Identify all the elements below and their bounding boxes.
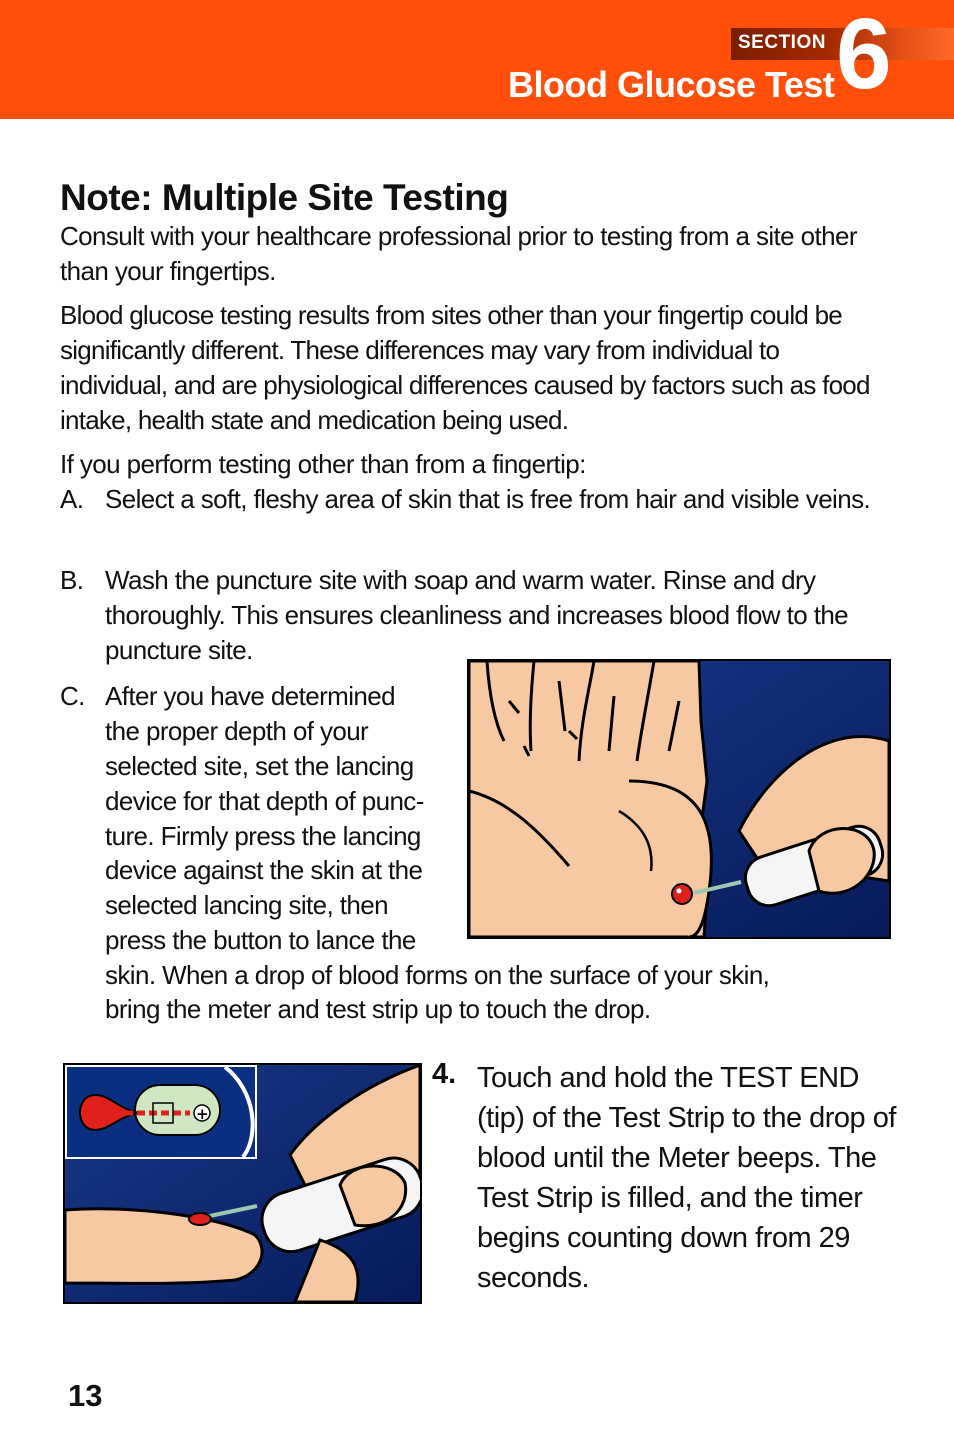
variation-paragraph: Blood glucose testing results from sites other than your fingertip could be significantly different. These differences may vary from individual to individual, and are physiological differences caused by factors such as food intake, health state and medication being used. — [60, 300, 870, 435]
palm-lancing-illustration — [467, 659, 891, 939]
list-item-line: selected lancing site, then — [105, 890, 388, 920]
note-heading: Note: Multiple Site Testing — [60, 177, 509, 218]
list-item-a — [60, 482, 890, 517]
step-text: Touch and hold the TEST END (tip) of the Test Strip to the drop of blood until the Meter beeps. The Test Strip is filled, and the timer begins counting down from 29 seconds. — [477, 1062, 896, 1294]
finger-test-strip-illustration — [63, 1063, 422, 1304]
list-item-text: Wash the puncture site with soap and warm water. Rinse and dry thoroughly. This ensures cleanliness and increases blood flow to the puncture site. — [105, 565, 849, 665]
list-item-line: ture. Firmly press the lancing — [105, 821, 421, 851]
list-marker: B. — [60, 565, 84, 595]
list-marker: C. — [60, 681, 85, 711]
step-number: 4. — [432, 1058, 457, 1090]
lead-in-text: If you perform testing other than from a fingertip: — [60, 449, 586, 479]
list-item-line: the proper depth of your — [105, 716, 369, 746]
section-label: SECTION — [738, 32, 826, 53]
list-item-line: bring the meter and test strip up to touch the drop. — [105, 994, 651, 1024]
finger-test-strip-svg — [65, 1065, 420, 1302]
page-title: Blood Glucose Test — [508, 64, 835, 105]
list-item-line: press the button to lance the — [105, 925, 416, 955]
list-item-line: device against the skin at the — [105, 855, 423, 885]
list-item-line: device for that depth of punc- — [105, 786, 424, 816]
section-number: 6 — [836, 0, 892, 110]
svg-text:+: + — [196, 1105, 209, 1123]
list-item-text: Select a soft, fleshy area of skin that is free from hair and visible veins. — [105, 484, 871, 514]
list-marker: A. — [60, 484, 84, 514]
list-item-line: skin. When a drop of blood forms on the surface of your skin, — [105, 960, 770, 990]
page-number: 13 — [68, 1378, 103, 1413]
intro-paragraph: Consult with your healthcare professional prior to testing from a site other than your fingertips. — [60, 221, 857, 286]
palm-lancing-svg — [469, 661, 889, 937]
list-item-line: selected site, set the lancing — [105, 751, 414, 781]
list-item-line: After you have determined — [105, 681, 395, 711]
list-item-b — [60, 563, 890, 668]
